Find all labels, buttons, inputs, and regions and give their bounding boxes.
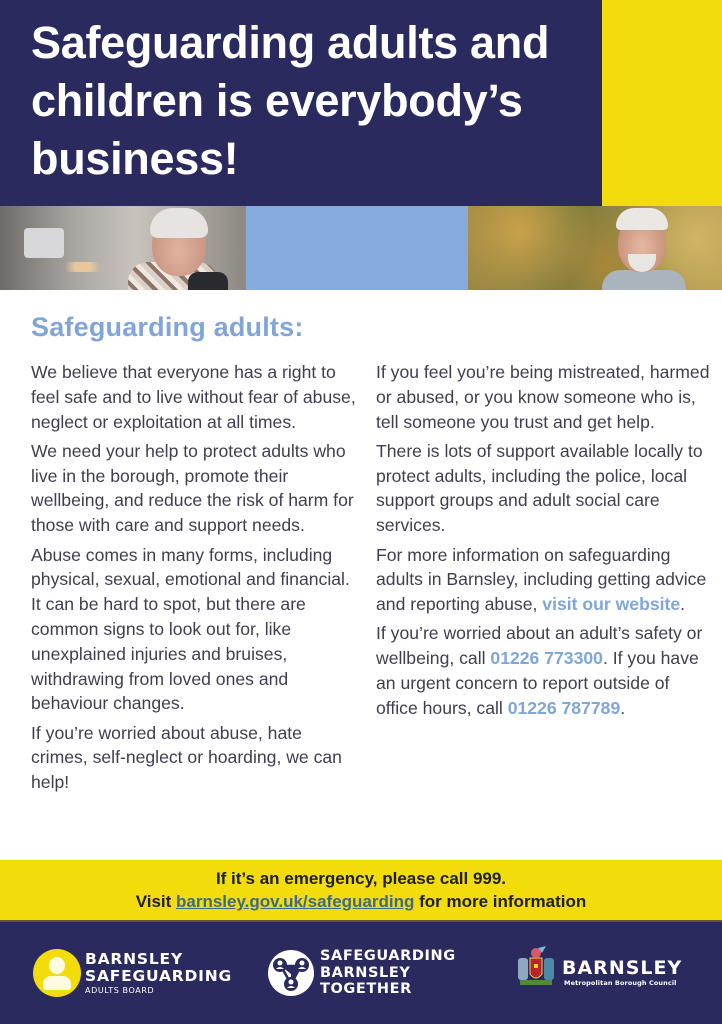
emergency-banner bbox=[0, 860, 722, 920]
logo-safeguarding-barnsley-together: SAFEGUARDING BARNSLEY TOGETHER bbox=[268, 948, 468, 1000]
visit-website-link[interactable]: visit our website bbox=[542, 594, 681, 615]
person-in-circle-icon bbox=[33, 949, 81, 997]
paragraph-forms-of-abuse: Abuse comes in many forms, including physical, sexual, emotional and financial. It can be hard to spot, but there are common signs to look out for, like unexplained injuries and bruises, withdrawing from loved ones and behaviour changes. bbox=[31, 544, 350, 714]
website-line: Visit barnsley.gov.uk/safeguarding for more information bbox=[135, 892, 587, 911]
logo-barnsley-council: BARNSLEY Metropolitan Borough Council bbox=[514, 944, 709, 994]
blue-color-block bbox=[246, 206, 468, 290]
right-column bbox=[376, 360, 711, 725]
safeguarding-url-link[interactable]: barnsley.gov.uk/safeguarding bbox=[176, 892, 415, 911]
photo-older-woman bbox=[0, 206, 246, 290]
paragraph-need-your-help: We need your help to protect adults who live in the borough, promote their wellbeing, and reduce the risk of harm for those with care and support needs. bbox=[31, 440, 354, 536]
section-heading: Safeguarding adults: bbox=[31, 312, 304, 342]
emergency-line: If it’s an emergency, please call 999. bbox=[215, 869, 507, 888]
paragraph-support-available: There is lots of support available locally to protect adults, including the police, local support groups and adult social care services. bbox=[376, 440, 703, 536]
footer-logos bbox=[0, 920, 722, 1024]
phone-link-out-of-hours[interactable]: 01226 787789 bbox=[507, 697, 621, 718]
paragraph-tell-someone: If you feel you’re being mistreated, harmed or abused, or you know someone who is, tell someone you trust and get help. bbox=[376, 362, 710, 432]
left-column bbox=[31, 360, 361, 800]
coat-of-arms-icon bbox=[514, 944, 558, 988]
paragraph-more-information: For more information on safeguarding adults in Barnsley, including getting advice and reporting abuse, visit our website. bbox=[376, 544, 707, 615]
header-yellow-block bbox=[602, 0, 722, 206]
photo-older-man bbox=[468, 206, 722, 290]
paragraph-right-to-feel-safe: We believe that everyone has a right to feel safe and to live without fear of abuse, neglect or exploitation at all times. bbox=[31, 362, 356, 432]
page-title: Safeguarding adults and children is everybody’s business! bbox=[31, 17, 550, 184]
phone-link-daytime[interactable]: 01226 773300 bbox=[490, 648, 603, 669]
photo-strip bbox=[0, 206, 722, 290]
connected-people-icon bbox=[268, 950, 314, 996]
logo-barnsley-safeguarding-adults-board: BARNSLEY SAFEGUARDING ADULTS BOARD bbox=[33, 949, 233, 999]
paragraph-contact-numbers: If you’re worried about an adult’s safety or wellbeing, call 01226 773300. If you have an urgent concern to report outside of office hours, call 01226 787789. bbox=[376, 623, 703, 718]
paragraph-we-can-help: If you’re worried about abuse, hate crimes, self-neglect or hoarding, we can help! bbox=[31, 722, 342, 793]
